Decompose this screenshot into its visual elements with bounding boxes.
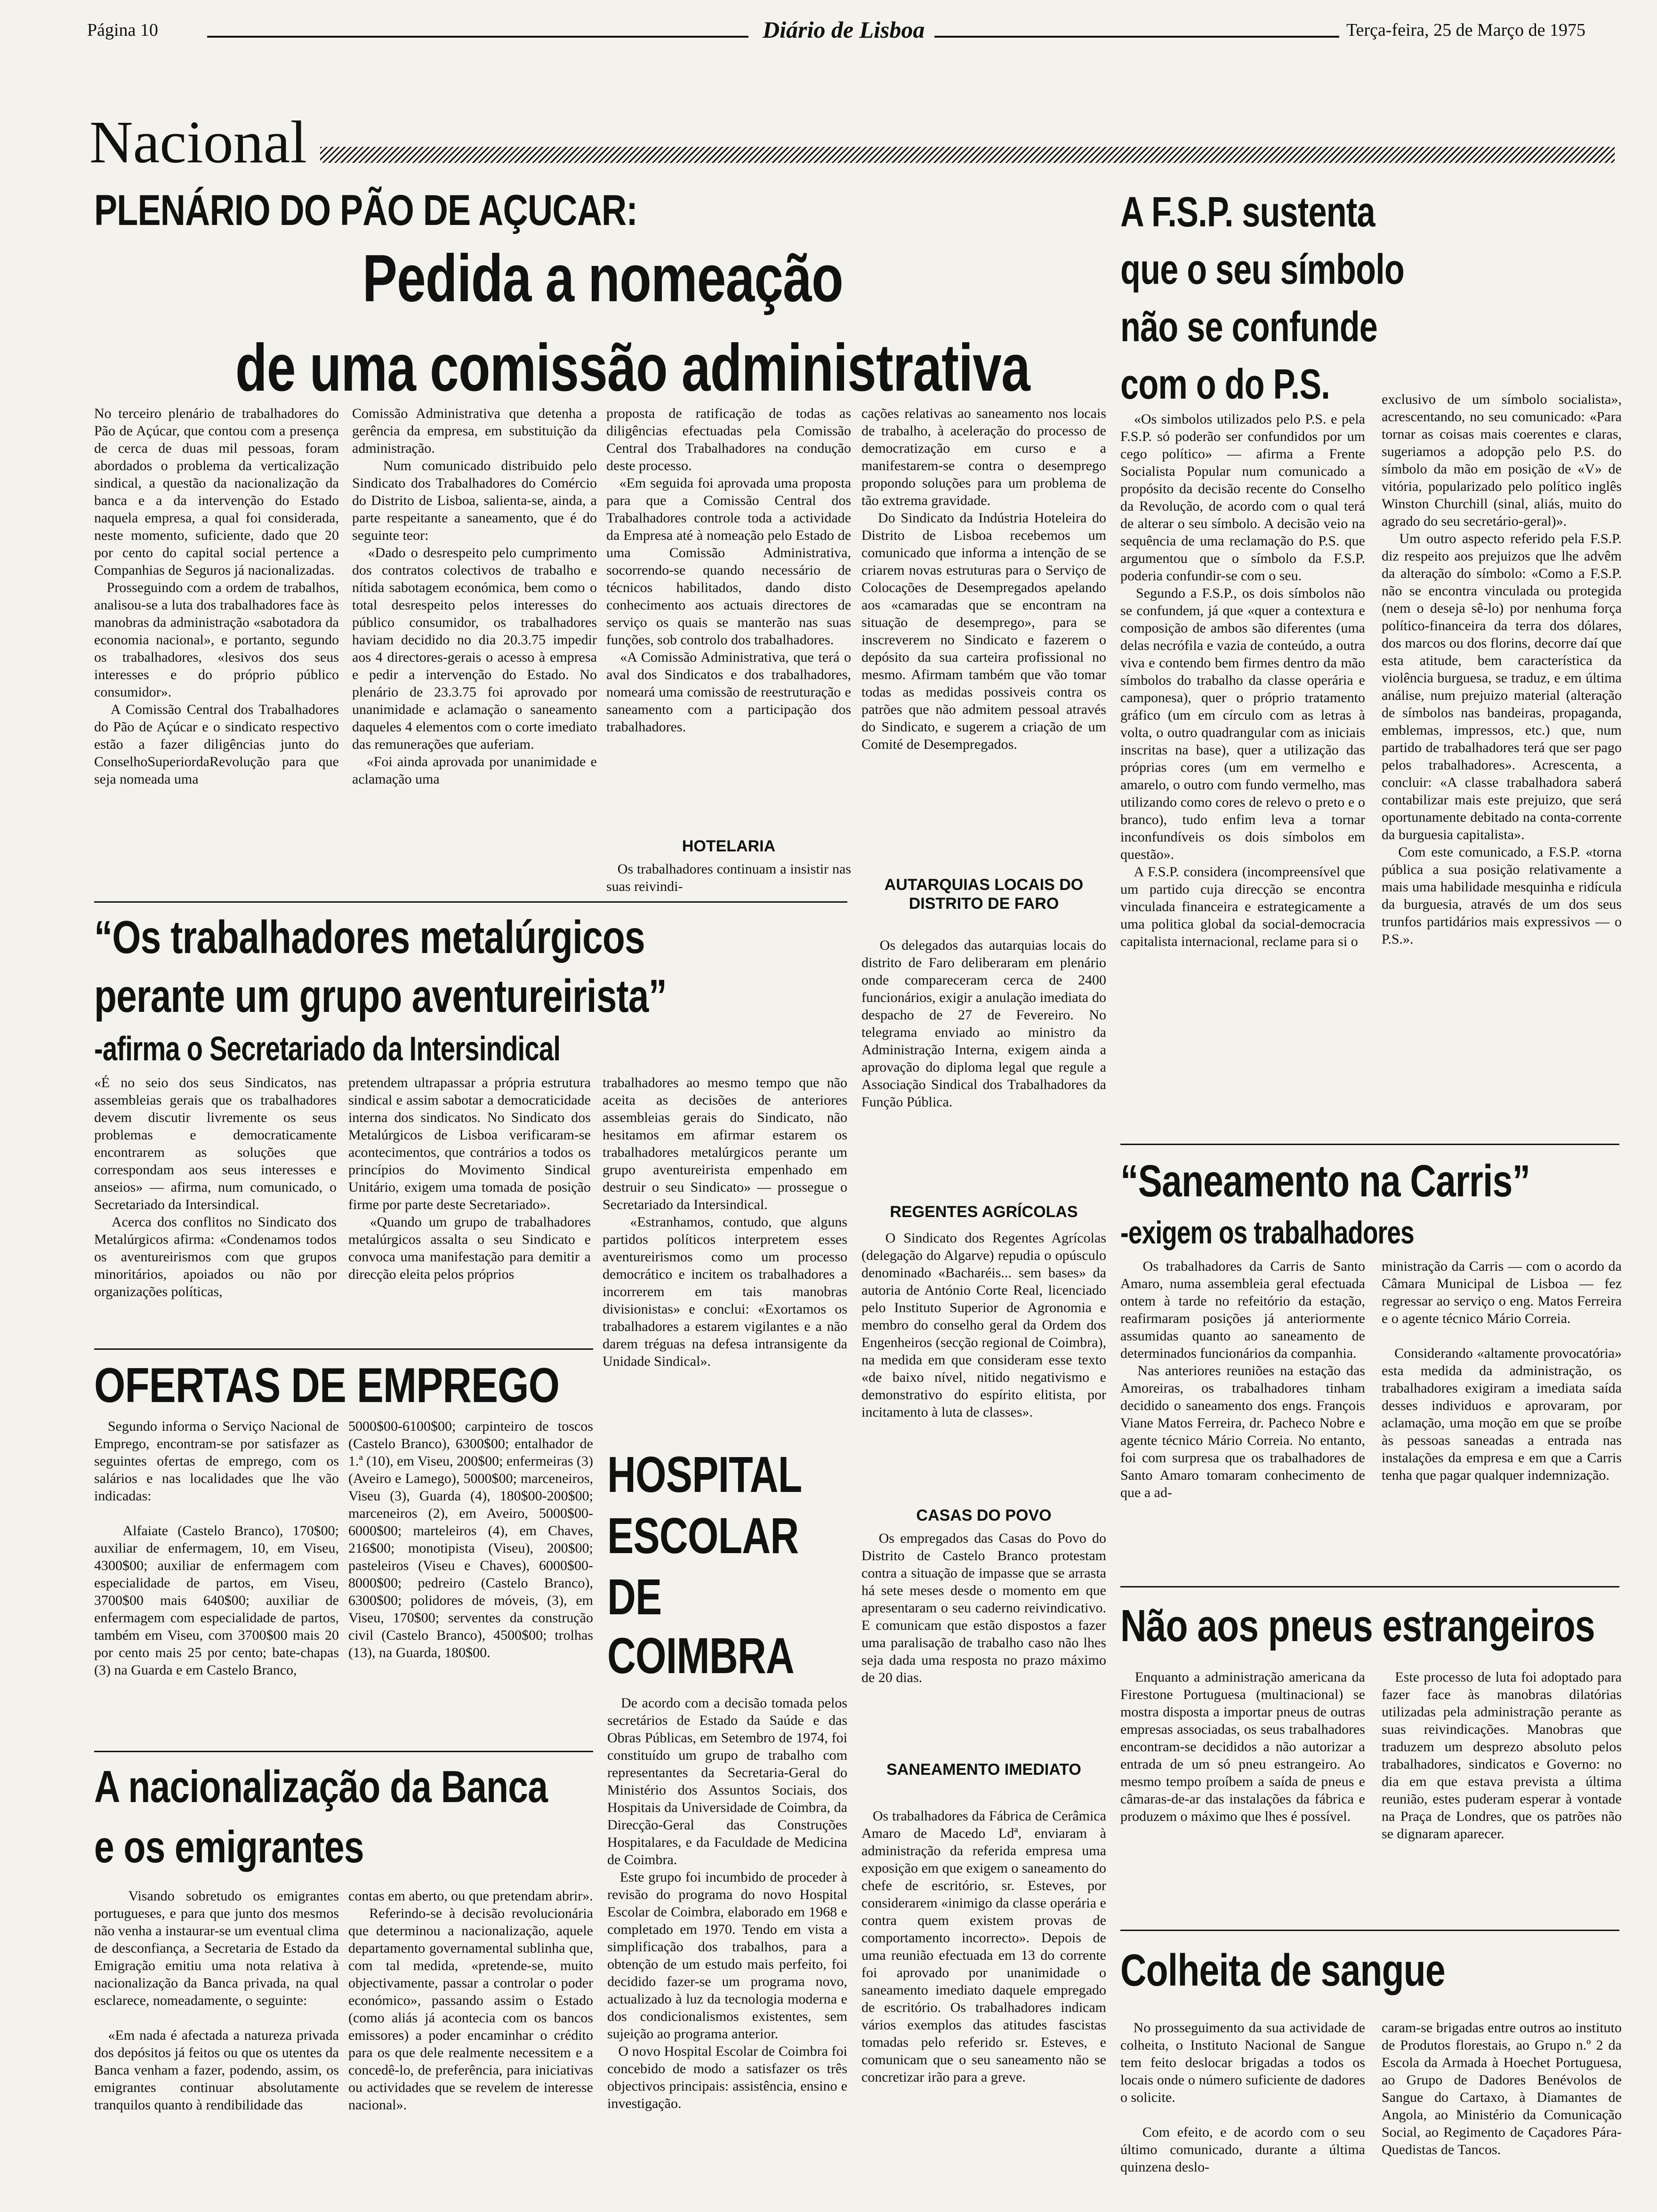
rule-pneus-top (1120, 1586, 1619, 1587)
casas-subhead: CASAS DO POVO (916, 1507, 1052, 1524)
metal-column-1: «É no seio dos seus Sindicatos, nas assembleias gerais que os trabalhadores devem discutir livremente os seus problemas e democraticamente encontrarem as soluções que correspondam aos seus interesses e anseios» — afirma, num comunicado, o Secretariado da Intersindical. Acerca dos conflitos no Sindicato dos Metalúrgicos afirma: «Condenamos todos os aventureirismos com que grupos minoritários, apoiados ou não por organizações políticas, (94, 1075, 337, 1299)
regentes-text: O Sindicato dos Regentes Agrícolas (delegação do Algarve) repudia o opúsculo denominado «Bacharéis... sem bases» da autoria de António Corte Real, licenciado pelo Instituto Superior de Agronomia e membro do conselho geral da Ordem dos Engenheiros (secção regional de Coimbra), na medida em que consideram esse texto «de baixo nível, nitido negativismo e demonstrativo do espírito elitista, por incitamento à luta de classes». (861, 1230, 1110, 1420)
masthead-rule-left (207, 36, 748, 38)
banca-column-1: Visando sobretudo os emigrantes portugueses, e para que junto dos mesmos não venha a instaurar-se um eventual clima de desconfiança, a Secretaria de Estado da Emigração emitiu uma nota relativa à nacionalização da Banca privada, na qual esclarece, nomeadamente, o seguinte: «Em nada é afectada a natureza privada dos depósitos já feitos ou que os utentes da Banca venham a fazer, podendo, assim, os emigrantes continuar absolutamente tranquilos quanto à rendibilidade das (94, 1888, 339, 2113)
pao-headline-2: de uma comissão administrativa (235, 330, 1030, 405)
pao-kicker: PLENÁRIO DO PÃO DE AÇUCAR: (94, 186, 638, 234)
pao-column-1: No terceiro plenário de trabalhadores do Pão de Açúcar, que contou com a presença de cerca de duas mil pessoas, foram abordados o problema da verticalização sindical, a questão da nacionalização da banca e a da intervenção do Estado naquela empresa, a qual foi considerada, neste momento, suficiente, dado que 20 por cento do capital social pertence a Companhias de Seguros já nacionalizadas. Prosseguindo com a ordem de trabalhos, analisou-se a luta dos trabalhadores face às manobras da administração «sabotadora da economia nacional», e portanto, segundo os trabalhadores, «lesivos dos seus interesses e do próprio público consumidor». A Comissão Central dos Trabalhadores do Pão de Açúcar e o sindicato respectivo estão a fazer diligências junto do ConselhoSuperiordaRevolução para que seja nomeada uma (94, 406, 339, 787)
banca-column-2: contas em aberto, ou que pretendam abrir». Referindo-se à decisão revolucionária que determinou a nacionalização, aquele departamento governamental sublinha que, com tal medida, «pretende-se, muito objectivamente, passar a controlar o poder económico», passando assim o Estado (como aliás já acontecia com os bancos emissores) a poder encaminhar o crédito para os que dele realmente necessitem e a concedê-lo, de preferência, para iniciativas ou actividades que se revelem de interesse nacional». (348, 1888, 593, 2113)
banca-headline-1: A nacionalização da Banca (94, 1762, 548, 1812)
section-hatch-rule (320, 147, 1615, 163)
pao-column-2: Comissão Administrativa que detenha a gerência da empresa, em substituição da administração. Num comunicado distribuido pelo Sindicato dos Trabalhadores do Comércio do Distrito de Lisboa, salienta-se, ainda, a parte respeitante a saneamento, que é do seguinte teor: «Dado o desrespeito pelo cumprimento dos contratos colectivos de trabalho e nítida sabotagem económica, bem como o total desrespeito pelos interesses do público consumidor, os trabalhadores haviam decidido no dia 20.3.75 impedir aos 4 directores-gerais o acesso à empresa e pedir a intervenção do Estado. No plenário de 23.3.75 foi aprovado por unanimidade e aclamação o saneamento daqueles 4 elementos com o corte imediato das remunerações que auferiam. «Foi ainda aprovada por unanimidade e aclamação uma (352, 406, 597, 787)
masthead-rule-right (934, 36, 1339, 38)
faro-subhead: AUTARQUIAS LOCAIS DO DISTRITO DE FARO (884, 876, 1084, 913)
pao-column-3-end: Os trabalhadores continuam a insistir nas suas reivindi- (606, 861, 855, 894)
sangue-column-1: No prosseguimento da sua actividade de colheita, o Instituto Nacional de Sangue tem feito deslocar brigadas a todos os locais onde o número suficiente de dadores o solicite. Com efeito, e de acordo com o seu último comunicado, durante a última quinzena deslo- (1120, 2020, 1366, 2175)
page-number: Página 10 (87, 20, 158, 40)
newspaper-name: Diário de Lisboa (763, 16, 925, 43)
carris-column-1: Os trabalhadores da Carris de Santo Amaro, numa assembleia geral efectuada ontem à tarde no refeitório da estação, reafirmaram posições já anteriormente assumidas quanto ao saneamento de determinados funcionários da companhia. Nas anteriores reuniões na estação das Amoreiras, os trabalhadores tinham decidido o saneamento dos engs. François Viane Matos Ferreira, dr. Pacheco Nobre e agente técnico Mário Correia. No entanto, foi com surpresa que os trabalhadores de Santo Amaro tomaram conhecimento de que a ad- (1120, 1258, 1365, 1500)
saneamento-subhead: SANEAMENTO IMEDIATO (886, 1761, 1081, 1779)
rule-metal-top (94, 901, 847, 903)
metal-headline-1: “Os trabalhadores metalúrgicos (94, 911, 645, 963)
issue-date: Terça-feira, 25 de Março de 1975 (1346, 20, 1585, 40)
fsp-headline-3: não se confunde (1120, 304, 1378, 351)
sangue-headline: Colheita de sangue (1120, 1945, 1445, 1996)
hospital-headline-1: HOSPITAL (607, 1446, 802, 1503)
section-title: Nacional (89, 109, 307, 176)
hotelaria-subhead: HOTELARIA (682, 837, 776, 855)
pao-headline-1: Pedida a nomeação (362, 241, 843, 316)
fsp-column-1: «Os simbolos utilizados pelo P.S. e pela F.S.P. só poderão ser confundidos por um cego político» — afirma a Frente Socialista Popular num comunicado a propósito da decisão recente do Conselho da Revolução, de acordo com o qual terá de alterar o seu símbolo. A decisão veio na sequência de uma reclamação do P.S. que argumentou que o símbolo da F.S.P. poderia confundir-se com o seu. Segundo a F.S.P., os dois símbolos não se confundem, já que «quer a contextura e composição de ambos são diferentes (uma delas necrófila e vazia de conteúdo, a outra viva e contendo bem firmes dentro da mão símbolos do trabalho da classe operária e camponesa), quer o próprio tratamento gráfico (um em círculo com as letras à volta, o outro quadrangular com as iniciais inscritas na base), quer a utilização das próprias cores (um em vermelho e amarelo, o outro com fundo vermelho, mas utilizando como cores de relevo o preto e o branco), tudo enfim leva a tornar inconfundíveis os dois símbolos em questão». A F.S.P. considera (incompreensível que um partido cuja direcção se encontra vinculada financeira e estrategicamente a uma politica global da social-democracia capitalista internacional, reclame para si o (1120, 411, 1365, 949)
pneus-headline: Não aos pneus estrangeiros (1120, 1601, 1595, 1651)
carris-column-2: ministração da Carris — com o acordo da Câmara Municipal de Lisboa — fez regressar ao serviço o eng. Matos Ferreira e o agente técnico Mário Correia. Considerando «altamente provocatória» esta medida da administração, os trabalhadores exigiram a imediata saída desses individuos e aprovaram, por aclamação, uma moção em que se proíbe às pessoas saneadas a entrada nas instalações da empresa e em que a Carris tenha que pagar qualquer indemnização. (1382, 1258, 1622, 1483)
casas-text: Os empregados das Casas do Povo do Distrito de Castelo Branco protestam contra a situação de impasse que se arrasta há sete meses desde o momento em que apresentaram o seu caderno reivindicativo. E comunicam que estão dispostos a fazer uma paralisação de trabalho caso não lhes seja dada uma resposta no prazo máximo de 20 dias. (861, 1531, 1110, 1685)
rule-ofertas-top (94, 1348, 593, 1350)
ofertas-column-2: 5000$00-6100$00; carpinteiro de toscos (Castelo Branco), 6300$00; entalhador de 1.ª (10), em Viseu, 200$00; enfermeiras (3) (Aveiro e Lamego), 5000$00; marceneiros, Viseu (3), Guarda (4), 180$00-200$00; marceneiros (2), em Aveiro, 5000$00-6000$00; marteleiros (4), em Chaves, 216$00; monotipista (Viseu), 200$00; pasteleiros (Viseu e Chaves), 6000$00-8000$00; pedreiro (Castelo Branco), 6300$00; polidores de móveis, (3), em Viseu, 170$00; serventes da construção civil (Castelo Branco), 4500$00; trolhas (13), na Guarda, 180$00. (348, 1419, 597, 1660)
ofertas-column-1: Segundo informa o Serviço Nacional de Emprego, encontram-se por satisfazer as seguintes ofertas de emprego, com os salários e nas localidades que lhe vão indicadas: Alfaiate (Castelo Branco), 170$00; auxiliar de enfermagem, 10, em Viseu, 4300$00; auxiliar de enfermagem com especialidade de partos, em Viseu, 3700$00 mais 640$00; auxiliar de enfermagem com especialidade de partos, também em Viseu, com 3700$00 mais 20 por cento mais 25 por cento; bate-chapas (3) na Guarda e em Castelo Branco, (94, 1419, 339, 1678)
sangue-column-2: caram-se brigadas entre outros ao instituto de Produtos florestais, ao Grupo n.º 2 da Escola da Armada à Hoechet Portuguesa, ao Grupo de Dadores Benévolos de Sangue do Cartaxo, à Diamantes de Angola, ao Ministério da Comunicação Social, ao Regimento de Caçadores Pára-Quedistas de Tancos. (1382, 2020, 1625, 2157)
ofertas-headline: OFERTAS DE EMPREGO (94, 1358, 560, 1413)
hospital-headline-3: DE (607, 1568, 662, 1625)
pao-column-4: cações relativas ao saneamento nos locais de trabalho, à aceleração do processo de democratização em curso e a manifestarem-se contra o desemprego propondo soluções para um problema de tão extrema gravidade. Do Sindicato da Indústria Hoteleira do Distrito de Lisboa recebemos um comunicado que informa a intenção de se criarem novas estruturas para o Serviço de Colocações de Desempregados apelando aos «camaradas que se encontram na situação de desemprego», para se inscreverem no Sindicato e fazerem o depósito da sua carteira profissional no mesmo. Afirmam também que vão tomar todas as medidas possiveis contra os patrões que não admitem pessoal através do Sindicato, e sugerem a criação de um Comité de Desempregados. (861, 406, 1106, 752)
metal-column-3: trabalhadores ao mesmo tempo que não aceita as decisões de anteriores assembleias gerais do Sindicato, não hesitamos em afirmar estarem os trabalhadores metalúrgicos perante um grupo aventureirista empenhado em destruir o seu Sindicato» — prossegue o Secretariado da Intersindical. «Estranhamos, contudo, que alguns partidos políticos interpretem esses aventureirismos como um processo democrático e incitem os trabalhadores a incorrerem em tais manobras divisionistas» e conclui: «Exortamos os trabalhadores a estarem vigilantes e a não darem tréguas na defesa intransigente da Unidade Sindical». (603, 1075, 847, 1369)
fsp-headline-1: A F.S.P. sustenta (1120, 189, 1375, 236)
fsp-headline-4: com o do P.S. (1120, 361, 1330, 408)
rule-sangue-top (1120, 1930, 1619, 1931)
metal-subtitle: -afirma o Secretariado da Intersindical (94, 1030, 561, 1068)
regentes-subhead: REGENTES AGRÍCOLAS (890, 1203, 1078, 1221)
pao-column-3: proposta de ratificação de todas as diligências efectuadas pela Comissão Central dos Trabalhadores na condução deste processo. «Em seguida foi aprovada uma proposta para que a Comissão Central dos Trabalhadores controle toda a actividade da Empresa até à nomeação pelo Estado de uma Comissão Administrativa, socorrendo-se quando necessário de técnicos habilitados, dando disto conhecimento aos actuais directores de serviço os quais se manterão nas suas funções, sob controlo dos trabalhadores. «A Comissão Administrativa, que terá o aval dos Sindicatos e dos trabalhadores, nomeará uma comissão de reestruturação e saneamento com a participação dos trabalhadores. (606, 406, 852, 735)
hospital-headline-2: ESCOLAR (607, 1507, 799, 1564)
pneus-column-1: Enquanto a administração americana da Firestone Portuguesa (multinacional) se mostra disposta a importar pneus de outras empresas associadas, os seus trabalhadores encontram-se decididos a não autorizar a entrada de um só pneu estrangeiro. Ao mesmo tempo proíbem a saída de pneus e câmaras-de-ar das instalações da fábrica e produzem o máximo que lhes é possível. (1120, 1669, 1369, 1824)
saneamento-text: Os trabalhadores da Fábrica de Cerâmica Amaro de Macedo Ldª, enviaram à administração da referida empresa uma exposição em que exigem o saneamento do chefe de escritório, sr. Esteves, por considerarem «inimigo da classe operária e contra quem existem provas de comportamento incorrecto». Depois de uma reunião efectuada em 13 do corrente foi aprovado por unanimidade o saneamento imediato daquele empregado de escritório. Os trabalhadores indicam vários exemplos das atitudes fascistas tomadas pelo referido sr. Esteves, e comunicam que o seu saneamento não se concretizar irão para a greve. (861, 1808, 1110, 2085)
metal-headline-2: perante um grupo aventureirista” (94, 970, 667, 1022)
carris-headline: “Saneamento na Carris” (1120, 1156, 1530, 1206)
hospital-text: De acordo com a decisão tomada pelos secretários de Estado da Saúde e das Obras Públicas, em Setembro de 1974, foi constituído um grupo de trabalho com representantes da Secretaria-Geral do Ministério dos Assuntos Sociais, dos Hospitais da Universidade de Coimbra, da Direcção-Geral das Construções Hospitalares, e da Faculdade de Medicina de Coimbra. Este grupo foi incumbido de proceder à revisão do programa do novo Hospital Escolar de Coimbra, elaborado em 1968 e completado em 1970. Tendo em vista a simplificação dos trabalhos, para a obtenção de um estudo mais perfeito, foi decidido fazer-se um programa novo, actualizado à luz da tecnologia moderna e dos condicionalismos existentes, sem sujeição ao programa anterior. O novo Hospital Escolar de Coimbra foi concebido de modo a satisfazer os três objectivos principais: assistência, ensino e investigação. (607, 1695, 847, 2111)
carris-subtitle: -exigem os trabalhadores (1120, 1215, 1414, 1250)
rule-carris-top (1120, 1144, 1619, 1145)
faro-text: Os delegados das autarquias locais do distrito de Faro deliberaram em plenário onde compareceram cerca de 2400 funcionários, exigir a anulação imediata do despacho de 27 de Fevereiro. No telegrama enviado ao ministro da Administração Interna, exigem ainda a aprovação do diploma legal que regule a Associação Sindical dos Trabalhadores da Função Pública. (861, 938, 1110, 1110)
banca-headline-2: e os emigrantes (94, 1822, 364, 1872)
fsp-column-2: exclusivo de um símbolo socialista», acrescentando, no seu comunicado: «Para tornar as coisas mais coerentes e claras, sugeriamos a adopção pelo P.S. do símbolo da mão em posição de «V» de vitória, popularizado pelo político inglês Winston Churchill (sinal, aliás, muito do agrado do seu secretário-geral)». Um outro aspecto referido pela F.S.P. diz respeito aos prejuizos que lhe advêm da alteração do símbolo: «Como a F.S.P. não se encontra vinculada ou protegida (nem o deseja sê-lo) por nenhuma força político-financeira da terra dos dólares, dos marcos ou dos florins, decorre daí que esta atitude, bem característica da violência burguesa, se traduz, e em última análise, num prejuizo material (alteração de símbolos nas bandeiras, propaganda, emblemas, impressos, etc.) que, num partido de trabalhadores terá que ser pago pelos trabalhadores». Acrescenta, a concluir: «A classe trabalhadora saberá contabilizar mais este prejuizo, que será oportunamente debitado na conta-corrente da burguesia capitalista». Com este comunicado, a F.S.P. «torna pública a sua posição relativamente a mais uma habilidade mesquinha e ridícula da burguesia, através de um dos seus trunfos partidários mais expressivos — o P.S.». (1382, 392, 1622, 947)
rule-banca-top (94, 1751, 593, 1752)
hospital-headline-4: COIMBRA (607, 1627, 794, 1684)
metal-column-2: pretendem ultrapassar a própria estrutura sindical e assim sabotar a democraticidade interna dos sindicatos. No Sindicato dos Metalúrgicos de Lisboa verificaram-se acontecimentos, que contrários a todos os princípios do Movimento Sindical Unitário, exigem uma tomada de posição firme por parte deste Secretariado». «Quando um grupo de trabalhadores metalúrgicos assalta o seu Sindicato e convoca uma manifestação para demitir a direcção eleita pelos próprios (348, 1075, 591, 1282)
fsp-headline-2: que o seu símbolo (1120, 246, 1405, 293)
pneus-column-2: Este processo de luta foi adoptado para fazer face às manobras dilatórias utilizadas pela administração perante as suas reivindicações. Manobras que traduzem um desprezo absoluto pelos trabalhadores, sindicatos e Governo: no dia em que estava prevista a última reunião, estes puderam esperar à vontade na Praça de Londres, que os patrões não se dignaram aparecer. (1382, 1669, 1625, 1842)
